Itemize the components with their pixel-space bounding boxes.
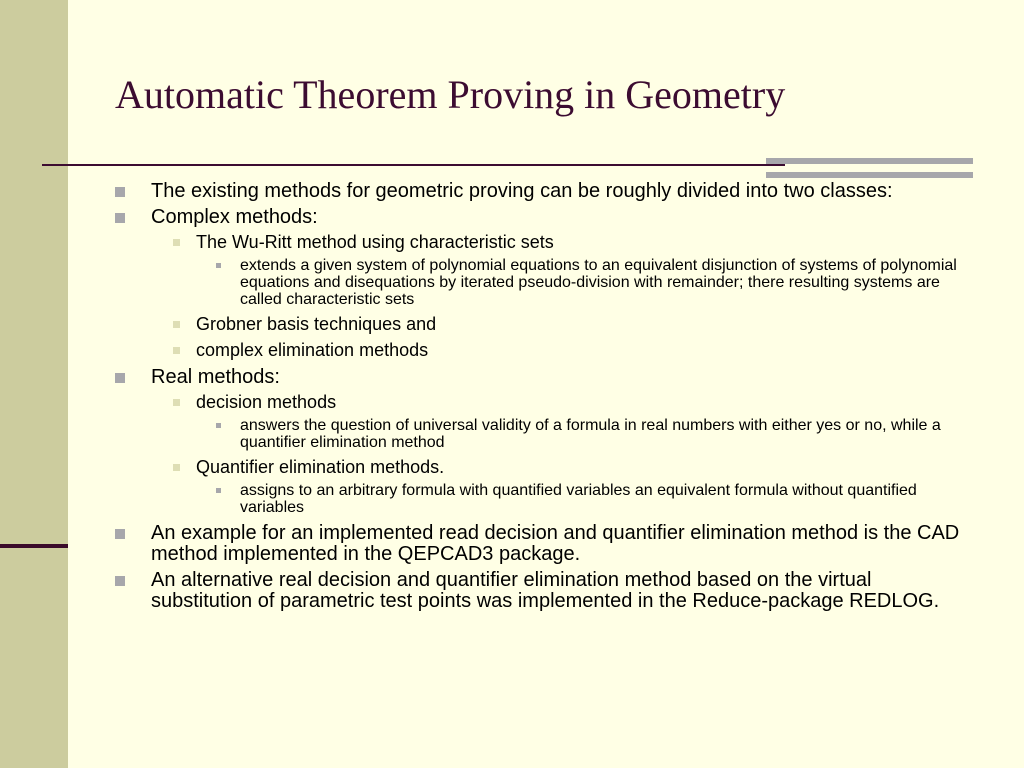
bullet-text: Complex methods:: [151, 206, 318, 228]
sub-bullet-text: decision methods: [196, 392, 337, 412]
bullet-list: [113, 181, 963, 617]
bullet-item: [113, 570, 963, 612]
square-bullet-icon: [173, 464, 180, 471]
detail-bullet-item: [196, 482, 963, 516]
bullet-text: An alternative real decision and quantifier elimination method based on the virtual substitution of parametric test points was implemented in the Reduce-package REDLOG.: [151, 569, 940, 612]
left-band-rule: [0, 544, 68, 548]
square-bullet-icon: [115, 213, 125, 223]
bullet-item: [113, 523, 963, 565]
square-bullet-icon: [216, 263, 221, 268]
detail-bullet-text: extends a given system of polynomial equations to an equivalent disjunction of systems of polynomial equations and disequations by iterated pseudo-division with remainder; there resulting systems are called characteristic sets: [240, 257, 957, 308]
detail-bullet-list: [196, 482, 963, 516]
sub-bullet-list: [151, 233, 963, 360]
bullet-text: Real methods:: [151, 366, 280, 388]
square-bullet-icon: [115, 576, 125, 586]
detail-bullet-text: assigns to an arbitrary formula with quantified variables an equivalent formula without quantified variables: [240, 482, 917, 516]
detail-bullet-list: [196, 257, 963, 308]
bullet-text: An example for an implemented read decision and quantifier elimination method is the CAD method implemented in the QEPCAD3 package.: [151, 522, 960, 565]
square-bullet-icon: [216, 488, 221, 493]
square-bullet-icon: [115, 373, 125, 383]
square-bullet-icon: [173, 399, 180, 406]
slide-title: Automatic Theorem Proving in Geometry: [115, 72, 786, 117]
sub-bullet-list: [151, 393, 963, 516]
sub-bullet-item: [158, 458, 963, 516]
title-underline: [42, 164, 785, 166]
detail-bullet-list: [196, 417, 963, 451]
sub-bullet-item: [158, 233, 963, 308]
sub-bullet-item: [158, 315, 963, 334]
square-bullet-icon: [115, 529, 125, 539]
sub-bullet-text: The Wu-Ritt method using characteristic sets: [196, 232, 554, 252]
square-bullet-icon: [216, 423, 221, 428]
detail-bullet-item: [196, 417, 963, 451]
left-decorative-band: [0, 0, 68, 768]
sub-bullet-item: [158, 341, 963, 360]
sub-bullet-item: [158, 393, 963, 451]
detail-bullet-text: answers the question of universal validity of a formula in real numbers with either yes or no, while a quantifier elimination method: [240, 417, 941, 451]
sub-bullet-text: Quantifier elimination methods.: [196, 457, 445, 477]
bullet-item: [113, 207, 963, 360]
accent-bar-bottom: [766, 172, 973, 178]
square-bullet-icon: [173, 321, 180, 328]
bullet-text: The existing methods for geometric proving can be roughly divided into two classes:: [151, 180, 893, 202]
square-bullet-icon: [115, 187, 125, 197]
bullet-item: [113, 181, 963, 202]
bullet-item: [113, 367, 963, 516]
square-bullet-icon: [173, 239, 180, 246]
sub-bullet-text: complex elimination methods: [196, 340, 429, 360]
sub-bullet-text: Grobner basis techniques and: [196, 314, 437, 334]
square-bullet-icon: [173, 347, 180, 354]
detail-bullet-item: [196, 257, 963, 308]
title-accent-bars: [766, 158, 973, 178]
accent-bar-top: [766, 158, 973, 164]
